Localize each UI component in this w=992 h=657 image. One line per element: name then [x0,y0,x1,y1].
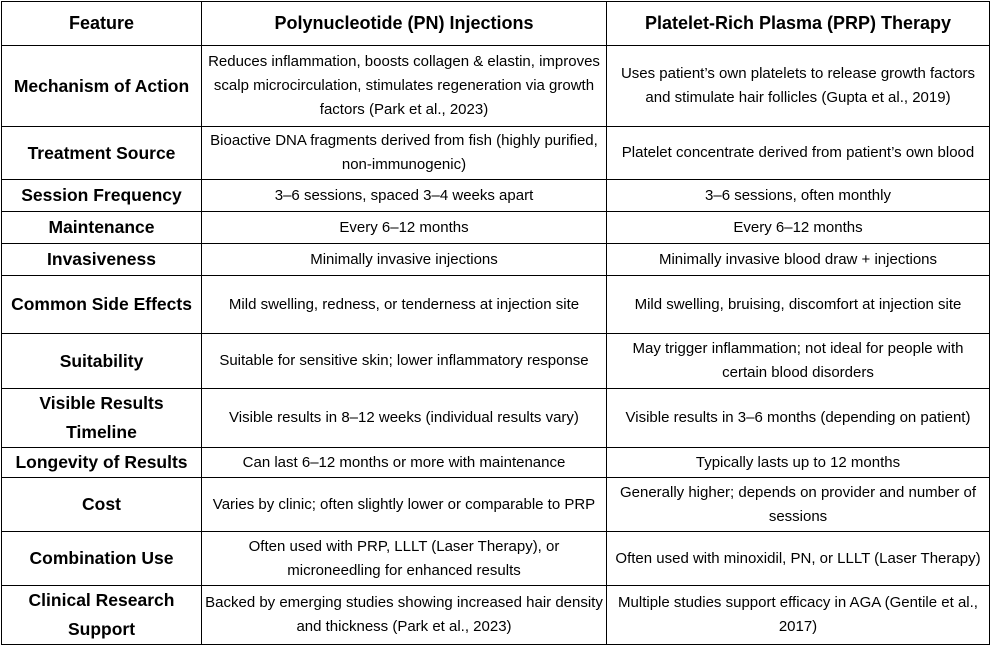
table-row [2,478,990,532]
prp-cell: Visible results in 3–6 months (depending on patient) [607,389,990,448]
feature-cell: Session Frequency [2,180,202,212]
feature-cell: Longevity of Results [2,448,202,478]
table-row [2,212,990,244]
pn-cell: Backed by emerging studies showing increased hair density and thickness (Park et al., 2023) [202,586,607,645]
feature-cell: Suitability [2,334,202,389]
prp-cell: Multiple studies support efficacy in AGA (Gentile et al., 2017) [607,586,990,645]
prp-cell: Generally higher; depends on provider and number of sessions [607,478,990,532]
table-row [2,276,990,334]
table-row [2,532,990,586]
prp-cell: May trigger inflammation; not ideal for people with certain blood disorders [607,334,990,389]
feature-cell: Cost [2,478,202,532]
feature-cell: Clinical Research Support [2,586,202,645]
pn-cell: 3–6 sessions, spaced 3–4 weeks apart [202,180,607,212]
feature-cell: Treatment Source [2,127,202,180]
prp-cell: Minimally invasive blood draw + injections [607,244,990,276]
pn-cell: Can last 6–12 months or more with maintenance [202,448,607,478]
prp-cell: 3–6 sessions, often monthly [607,180,990,212]
prp-cell: Platelet concentrate derived from patient’s own blood [607,127,990,180]
table-row [2,180,990,212]
pn-cell: Suitable for sensitive skin; lower inflammatory response [202,334,607,389]
feature-cell: Combination Use [2,532,202,586]
feature-cell: Maintenance [2,212,202,244]
pn-cell: Reduces inflammation, boosts collagen & elastin, improves scalp microcirculation, stimulates regeneration via growth factors (Park et al., 2023) [202,46,607,127]
table-row [2,448,990,478]
table-row [2,389,990,448]
prp-cell: Often used with minoxidil, PN, or LLLT (Laser Therapy) [607,532,990,586]
feature-cell: Invasiveness [2,244,202,276]
prp-cell: Typically lasts up to 12 months [607,448,990,478]
pn-cell: Bioactive DNA fragments derived from fish (highly purified, non-immunogenic) [202,127,607,180]
prp-cell: Every 6–12 months [607,212,990,244]
feature-cell: Common Side Effects [2,276,202,334]
table-row [2,586,990,645]
feature-cell: Mechanism of Action [2,46,202,127]
header-feature: Feature [2,2,202,46]
comparison-table [1,1,990,645]
feature-cell: Visible Results Timeline [2,389,202,448]
table-row [2,127,990,180]
pn-cell: Minimally invasive injections [202,244,607,276]
table-row [2,334,990,389]
pn-cell: Mild swelling, redness, or tenderness at injection site [202,276,607,334]
header-pn: Polynucleotide (PN) Injections [202,2,607,46]
pn-cell: Varies by clinic; often slightly lower or comparable to PRP [202,478,607,532]
pn-cell: Visible results in 8–12 weeks (individual results vary) [202,389,607,448]
prp-cell: Mild swelling, bruising, discomfort at injection site [607,276,990,334]
pn-cell: Every 6–12 months [202,212,607,244]
table-row [2,244,990,276]
header-prp: Platelet-Rich Plasma (PRP) Therapy [607,2,990,46]
header-row [2,2,990,46]
table-row [2,46,990,127]
prp-cell: Uses patient’s own platelets to release growth factors and stimulate hair follicles (Gupta et al., 2019) [607,46,990,127]
pn-cell: Often used with PRP, LLLT (Laser Therapy), or microneedling for enhanced results [202,532,607,586]
